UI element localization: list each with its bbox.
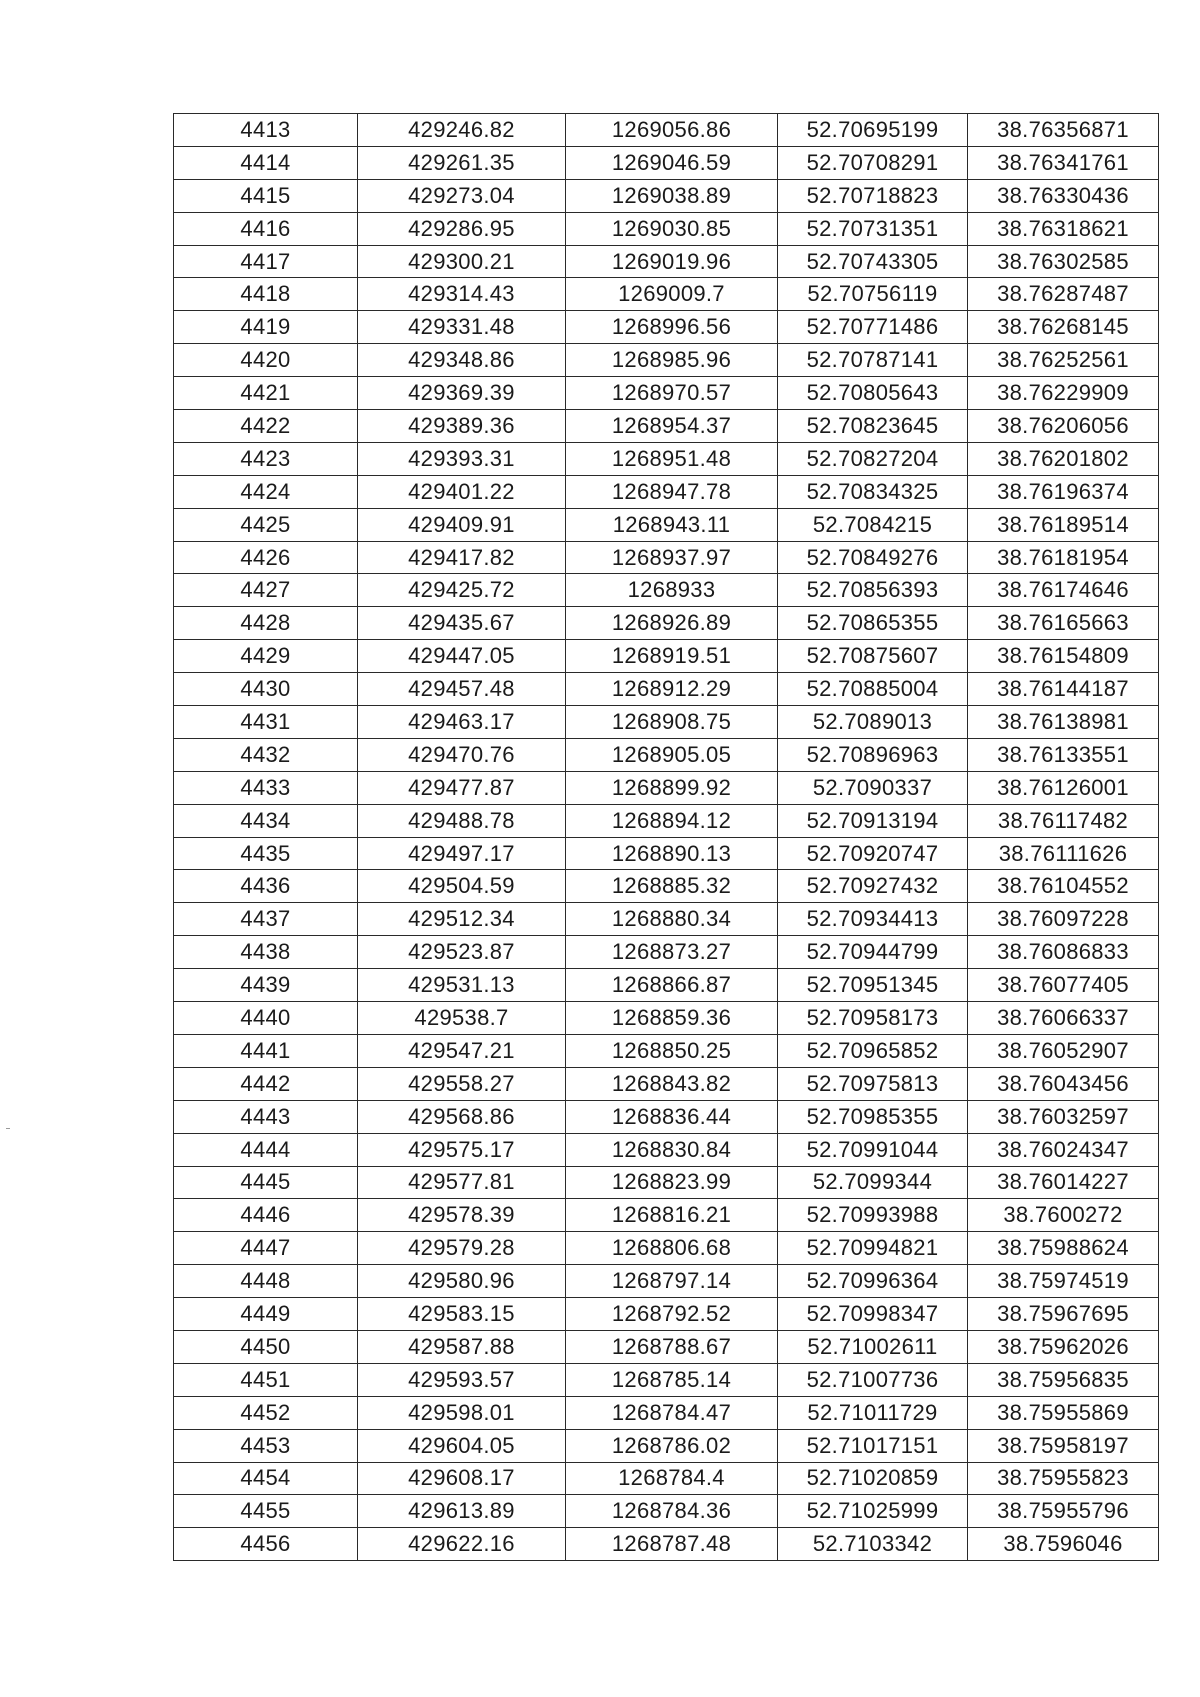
y-coordinate-cell: 1268873.27 bbox=[566, 936, 778, 969]
longitude-cell: 38.76165663 bbox=[968, 607, 1159, 640]
y-coordinate-cell: 1268885.32 bbox=[566, 870, 778, 903]
point-number-cell: 4424 bbox=[174, 475, 358, 508]
point-number-cell: 4455 bbox=[174, 1495, 358, 1528]
longitude-cell: 38.76181954 bbox=[968, 541, 1159, 574]
table-row bbox=[174, 837, 1159, 870]
longitude-cell: 38.76097228 bbox=[968, 903, 1159, 936]
y-coordinate-cell: 1268943.11 bbox=[566, 508, 778, 541]
longitude-cell: 38.75962026 bbox=[968, 1330, 1159, 1363]
y-coordinate-cell: 1268933 bbox=[566, 574, 778, 607]
point-number-cell: 4434 bbox=[174, 804, 358, 837]
x-coordinate-cell: 429613.89 bbox=[358, 1495, 566, 1528]
latitude-cell: 52.7103342 bbox=[778, 1528, 968, 1561]
table-row bbox=[174, 1199, 1159, 1232]
x-coordinate-cell: 429417.82 bbox=[358, 541, 566, 574]
x-coordinate-cell: 429523.87 bbox=[358, 936, 566, 969]
table-row bbox=[174, 1462, 1159, 1495]
longitude-cell: 38.76330436 bbox=[968, 179, 1159, 212]
latitude-cell: 52.70920747 bbox=[778, 837, 968, 870]
latitude-cell: 52.70695199 bbox=[778, 114, 968, 147]
x-coordinate-cell: 429575.17 bbox=[358, 1133, 566, 1166]
table-row bbox=[174, 1495, 1159, 1528]
latitude-cell: 52.70885004 bbox=[778, 673, 968, 706]
x-coordinate-cell: 429389.36 bbox=[358, 410, 566, 443]
longitude-cell: 38.76318621 bbox=[968, 212, 1159, 245]
longitude-cell: 38.75955823 bbox=[968, 1462, 1159, 1495]
longitude-cell: 38.76229909 bbox=[968, 377, 1159, 410]
latitude-cell: 52.70875607 bbox=[778, 640, 968, 673]
point-number-cell: 4448 bbox=[174, 1265, 358, 1298]
latitude-cell: 52.71025999 bbox=[778, 1495, 968, 1528]
table-row bbox=[174, 706, 1159, 739]
point-number-cell: 4432 bbox=[174, 738, 358, 771]
latitude-cell: 52.70998347 bbox=[778, 1298, 968, 1331]
latitude-cell: 52.71020859 bbox=[778, 1462, 968, 1495]
x-coordinate-cell: 429457.48 bbox=[358, 673, 566, 706]
latitude-cell: 52.7084215 bbox=[778, 508, 968, 541]
point-number-cell: 4452 bbox=[174, 1396, 358, 1429]
table-row bbox=[174, 1232, 1159, 1265]
latitude-cell: 52.70896963 bbox=[778, 738, 968, 771]
point-number-cell: 4421 bbox=[174, 377, 358, 410]
latitude-cell: 52.7090337 bbox=[778, 771, 968, 804]
x-coordinate-cell: 429604.05 bbox=[358, 1429, 566, 1462]
point-number-cell: 4435 bbox=[174, 837, 358, 870]
latitude-cell: 52.7099344 bbox=[778, 1166, 968, 1199]
x-coordinate-cell: 429598.01 bbox=[358, 1396, 566, 1429]
x-coordinate-cell: 429447.05 bbox=[358, 640, 566, 673]
longitude-cell: 38.76196374 bbox=[968, 475, 1159, 508]
longitude-cell: 38.75967695 bbox=[968, 1298, 1159, 1331]
x-coordinate-cell: 429435.67 bbox=[358, 607, 566, 640]
point-number-cell: 4451 bbox=[174, 1363, 358, 1396]
table-row bbox=[174, 508, 1159, 541]
y-coordinate-cell: 1269009.7 bbox=[566, 278, 778, 311]
x-coordinate-cell: 429547.21 bbox=[358, 1034, 566, 1067]
table-row bbox=[174, 607, 1159, 640]
y-coordinate-cell: 1269030.85 bbox=[566, 212, 778, 245]
point-number-cell: 4429 bbox=[174, 640, 358, 673]
longitude-cell: 38.76077405 bbox=[968, 969, 1159, 1002]
y-coordinate-cell: 1268785.14 bbox=[566, 1363, 778, 1396]
table-row bbox=[174, 903, 1159, 936]
table-row bbox=[174, 936, 1159, 969]
point-number-cell: 4442 bbox=[174, 1067, 358, 1100]
x-coordinate-cell: 429608.17 bbox=[358, 1462, 566, 1495]
coordinates-table-body bbox=[174, 114, 1159, 1561]
margin-mark bbox=[6, 1128, 10, 1129]
latitude-cell: 52.70787141 bbox=[778, 344, 968, 377]
latitude-cell: 52.71002611 bbox=[778, 1330, 968, 1363]
point-number-cell: 4414 bbox=[174, 146, 358, 179]
table-row bbox=[174, 1133, 1159, 1166]
y-coordinate-cell: 1268787.48 bbox=[566, 1528, 778, 1561]
latitude-cell: 52.70944799 bbox=[778, 936, 968, 969]
table-row bbox=[174, 344, 1159, 377]
latitude-cell: 52.70958173 bbox=[778, 1002, 968, 1035]
y-coordinate-cell: 1268985.96 bbox=[566, 344, 778, 377]
latitude-cell: 52.70965852 bbox=[778, 1034, 968, 1067]
coordinates-table bbox=[173, 113, 1159, 1561]
longitude-cell: 38.76154809 bbox=[968, 640, 1159, 673]
longitude-cell: 38.76268145 bbox=[968, 311, 1159, 344]
longitude-cell: 38.75958197 bbox=[968, 1429, 1159, 1462]
latitude-cell: 52.70994821 bbox=[778, 1232, 968, 1265]
latitude-cell: 52.7089013 bbox=[778, 706, 968, 739]
latitude-cell: 52.70985355 bbox=[778, 1100, 968, 1133]
y-coordinate-cell: 1268908.75 bbox=[566, 706, 778, 739]
point-number-cell: 4449 bbox=[174, 1298, 358, 1331]
latitude-cell: 52.70743305 bbox=[778, 245, 968, 278]
longitude-cell: 38.76201802 bbox=[968, 442, 1159, 475]
longitude-cell: 38.75956835 bbox=[968, 1363, 1159, 1396]
y-coordinate-cell: 1268926.89 bbox=[566, 607, 778, 640]
latitude-cell: 52.70827204 bbox=[778, 442, 968, 475]
point-number-cell: 4437 bbox=[174, 903, 358, 936]
longitude-cell: 38.75955869 bbox=[968, 1396, 1159, 1429]
longitude-cell: 38.76086833 bbox=[968, 936, 1159, 969]
x-coordinate-cell: 429538.7 bbox=[358, 1002, 566, 1035]
x-coordinate-cell: 429497.17 bbox=[358, 837, 566, 870]
table-row bbox=[174, 245, 1159, 278]
point-number-cell: 4418 bbox=[174, 278, 358, 311]
table-row bbox=[174, 574, 1159, 607]
point-number-cell: 4441 bbox=[174, 1034, 358, 1067]
y-coordinate-cell: 1268905.05 bbox=[566, 738, 778, 771]
y-coordinate-cell: 1268880.34 bbox=[566, 903, 778, 936]
point-number-cell: 4422 bbox=[174, 410, 358, 443]
x-coordinate-cell: 429579.28 bbox=[358, 1232, 566, 1265]
x-coordinate-cell: 429425.72 bbox=[358, 574, 566, 607]
latitude-cell: 52.70993988 bbox=[778, 1199, 968, 1232]
x-coordinate-cell: 429622.16 bbox=[358, 1528, 566, 1561]
table-row bbox=[174, 1330, 1159, 1363]
longitude-cell: 38.76024347 bbox=[968, 1133, 1159, 1166]
point-number-cell: 4419 bbox=[174, 311, 358, 344]
table-row bbox=[174, 410, 1159, 443]
x-coordinate-cell: 429348.86 bbox=[358, 344, 566, 377]
table-row bbox=[174, 1100, 1159, 1133]
x-coordinate-cell: 429512.34 bbox=[358, 903, 566, 936]
x-coordinate-cell: 429401.22 bbox=[358, 475, 566, 508]
table-row bbox=[174, 640, 1159, 673]
longitude-cell: 38.7600272 bbox=[968, 1199, 1159, 1232]
latitude-cell: 52.71007736 bbox=[778, 1363, 968, 1396]
latitude-cell: 52.70756119 bbox=[778, 278, 968, 311]
x-coordinate-cell: 429246.82 bbox=[358, 114, 566, 147]
y-coordinate-cell: 1268899.92 bbox=[566, 771, 778, 804]
y-coordinate-cell: 1269056.86 bbox=[566, 114, 778, 147]
longitude-cell: 38.76126001 bbox=[968, 771, 1159, 804]
point-number-cell: 4447 bbox=[174, 1232, 358, 1265]
point-number-cell: 4436 bbox=[174, 870, 358, 903]
latitude-cell: 52.71011729 bbox=[778, 1396, 968, 1429]
table-row bbox=[174, 1002, 1159, 1035]
point-number-cell: 4445 bbox=[174, 1166, 358, 1199]
y-coordinate-cell: 1268996.56 bbox=[566, 311, 778, 344]
latitude-cell: 52.71017151 bbox=[778, 1429, 968, 1462]
x-coordinate-cell: 429470.76 bbox=[358, 738, 566, 771]
y-coordinate-cell: 1268859.36 bbox=[566, 1002, 778, 1035]
y-coordinate-cell: 1268890.13 bbox=[566, 837, 778, 870]
longitude-cell: 38.76043456 bbox=[968, 1067, 1159, 1100]
point-number-cell: 4413 bbox=[174, 114, 358, 147]
point-number-cell: 4440 bbox=[174, 1002, 358, 1035]
latitude-cell: 52.70865355 bbox=[778, 607, 968, 640]
longitude-cell: 38.76104552 bbox=[968, 870, 1159, 903]
point-number-cell: 4415 bbox=[174, 179, 358, 212]
point-number-cell: 4417 bbox=[174, 245, 358, 278]
latitude-cell: 52.70975813 bbox=[778, 1067, 968, 1100]
y-coordinate-cell: 1269038.89 bbox=[566, 179, 778, 212]
longitude-cell: 38.76014227 bbox=[968, 1166, 1159, 1199]
point-number-cell: 4433 bbox=[174, 771, 358, 804]
longitude-cell: 38.76287487 bbox=[968, 278, 1159, 311]
y-coordinate-cell: 1268784.4 bbox=[566, 1462, 778, 1495]
longitude-cell: 38.76302585 bbox=[968, 245, 1159, 278]
y-coordinate-cell: 1268866.87 bbox=[566, 969, 778, 1002]
table-row bbox=[174, 146, 1159, 179]
x-coordinate-cell: 429531.13 bbox=[358, 969, 566, 1002]
latitude-cell: 52.70771486 bbox=[778, 311, 968, 344]
x-coordinate-cell: 429578.39 bbox=[358, 1199, 566, 1232]
y-coordinate-cell: 1268843.82 bbox=[566, 1067, 778, 1100]
x-coordinate-cell: 429583.15 bbox=[358, 1298, 566, 1331]
y-coordinate-cell: 1268836.44 bbox=[566, 1100, 778, 1133]
x-coordinate-cell: 429369.39 bbox=[358, 377, 566, 410]
point-number-cell: 4430 bbox=[174, 673, 358, 706]
x-coordinate-cell: 429593.57 bbox=[358, 1363, 566, 1396]
point-number-cell: 4450 bbox=[174, 1330, 358, 1363]
longitude-cell: 38.76189514 bbox=[968, 508, 1159, 541]
table-row bbox=[174, 673, 1159, 706]
latitude-cell: 52.70996364 bbox=[778, 1265, 968, 1298]
y-coordinate-cell: 1268786.02 bbox=[566, 1429, 778, 1462]
table-row bbox=[174, 278, 1159, 311]
y-coordinate-cell: 1268947.78 bbox=[566, 475, 778, 508]
latitude-cell: 52.70708291 bbox=[778, 146, 968, 179]
y-coordinate-cell: 1268894.12 bbox=[566, 804, 778, 837]
y-coordinate-cell: 1268806.68 bbox=[566, 1232, 778, 1265]
latitude-cell: 52.70834325 bbox=[778, 475, 968, 508]
x-coordinate-cell: 429300.21 bbox=[358, 245, 566, 278]
table-row bbox=[174, 738, 1159, 771]
x-coordinate-cell: 429273.04 bbox=[358, 179, 566, 212]
y-coordinate-cell: 1268784.36 bbox=[566, 1495, 778, 1528]
point-number-cell: 4427 bbox=[174, 574, 358, 607]
latitude-cell: 52.70951345 bbox=[778, 969, 968, 1002]
longitude-cell: 38.75988624 bbox=[968, 1232, 1159, 1265]
x-coordinate-cell: 429488.78 bbox=[358, 804, 566, 837]
table-row bbox=[174, 377, 1159, 410]
point-number-cell: 4443 bbox=[174, 1100, 358, 1133]
longitude-cell: 38.76111626 bbox=[968, 837, 1159, 870]
table-row bbox=[174, 541, 1159, 574]
x-coordinate-cell: 429568.86 bbox=[358, 1100, 566, 1133]
x-coordinate-cell: 429409.91 bbox=[358, 508, 566, 541]
x-coordinate-cell: 429286.95 bbox=[358, 212, 566, 245]
y-coordinate-cell: 1268951.48 bbox=[566, 442, 778, 475]
y-coordinate-cell: 1269046.59 bbox=[566, 146, 778, 179]
longitude-cell: 38.76052907 bbox=[968, 1034, 1159, 1067]
longitude-cell: 38.76032597 bbox=[968, 1100, 1159, 1133]
y-coordinate-cell: 1268919.51 bbox=[566, 640, 778, 673]
point-number-cell: 4423 bbox=[174, 442, 358, 475]
point-number-cell: 4425 bbox=[174, 508, 358, 541]
longitude-cell: 38.76206056 bbox=[968, 410, 1159, 443]
point-number-cell: 4438 bbox=[174, 936, 358, 969]
point-number-cell: 4428 bbox=[174, 607, 358, 640]
latitude-cell: 52.70927432 bbox=[778, 870, 968, 903]
table-row bbox=[174, 969, 1159, 1002]
y-coordinate-cell: 1268792.52 bbox=[566, 1298, 778, 1331]
x-coordinate-cell: 429504.59 bbox=[358, 870, 566, 903]
table-row bbox=[174, 1396, 1159, 1429]
latitude-cell: 52.70805643 bbox=[778, 377, 968, 410]
point-number-cell: 4456 bbox=[174, 1528, 358, 1561]
table-row bbox=[174, 804, 1159, 837]
y-coordinate-cell: 1268816.21 bbox=[566, 1199, 778, 1232]
point-number-cell: 4446 bbox=[174, 1199, 358, 1232]
point-number-cell: 4420 bbox=[174, 344, 358, 377]
table-row bbox=[174, 1166, 1159, 1199]
latitude-cell: 52.70823645 bbox=[778, 410, 968, 443]
y-coordinate-cell: 1268954.37 bbox=[566, 410, 778, 443]
longitude-cell: 38.76144187 bbox=[968, 673, 1159, 706]
table-row bbox=[174, 771, 1159, 804]
x-coordinate-cell: 429477.87 bbox=[358, 771, 566, 804]
y-coordinate-cell: 1268970.57 bbox=[566, 377, 778, 410]
table-row bbox=[174, 1265, 1159, 1298]
y-coordinate-cell: 1268784.47 bbox=[566, 1396, 778, 1429]
table-row bbox=[174, 1067, 1159, 1100]
longitude-cell: 38.75974519 bbox=[968, 1265, 1159, 1298]
y-coordinate-cell: 1268830.84 bbox=[566, 1133, 778, 1166]
table-row bbox=[174, 475, 1159, 508]
y-coordinate-cell: 1268912.29 bbox=[566, 673, 778, 706]
table-row bbox=[174, 1298, 1159, 1331]
point-number-cell: 4439 bbox=[174, 969, 358, 1002]
y-coordinate-cell: 1268850.25 bbox=[566, 1034, 778, 1067]
x-coordinate-cell: 429463.17 bbox=[358, 706, 566, 739]
x-coordinate-cell: 429587.88 bbox=[358, 1330, 566, 1363]
latitude-cell: 52.70913194 bbox=[778, 804, 968, 837]
latitude-cell: 52.70718823 bbox=[778, 179, 968, 212]
point-number-cell: 4426 bbox=[174, 541, 358, 574]
longitude-cell: 38.76252561 bbox=[968, 344, 1159, 377]
table-row bbox=[174, 114, 1159, 147]
longitude-cell: 38.75955796 bbox=[968, 1495, 1159, 1528]
table-row bbox=[174, 442, 1159, 475]
x-coordinate-cell: 429331.48 bbox=[358, 311, 566, 344]
point-number-cell: 4444 bbox=[174, 1133, 358, 1166]
x-coordinate-cell: 429393.31 bbox=[358, 442, 566, 475]
longitude-cell: 38.76356871 bbox=[968, 114, 1159, 147]
x-coordinate-cell: 429314.43 bbox=[358, 278, 566, 311]
y-coordinate-cell: 1268823.99 bbox=[566, 1166, 778, 1199]
longitude-cell: 38.76138981 bbox=[968, 706, 1159, 739]
table-row bbox=[174, 1363, 1159, 1396]
y-coordinate-cell: 1268937.97 bbox=[566, 541, 778, 574]
y-coordinate-cell: 1268797.14 bbox=[566, 1265, 778, 1298]
longitude-cell: 38.76174646 bbox=[968, 574, 1159, 607]
table-row bbox=[174, 1034, 1159, 1067]
x-coordinate-cell: 429577.81 bbox=[358, 1166, 566, 1199]
y-coordinate-cell: 1269019.96 bbox=[566, 245, 778, 278]
latitude-cell: 52.70849276 bbox=[778, 541, 968, 574]
y-coordinate-cell: 1268788.67 bbox=[566, 1330, 778, 1363]
x-coordinate-cell: 429580.96 bbox=[358, 1265, 566, 1298]
longitude-cell: 38.76117482 bbox=[968, 804, 1159, 837]
latitude-cell: 52.70856393 bbox=[778, 574, 968, 607]
latitude-cell: 52.70991044 bbox=[778, 1133, 968, 1166]
x-coordinate-cell: 429558.27 bbox=[358, 1067, 566, 1100]
table-row bbox=[174, 1528, 1159, 1561]
table-row bbox=[174, 870, 1159, 903]
point-number-cell: 4454 bbox=[174, 1462, 358, 1495]
table-row bbox=[174, 311, 1159, 344]
latitude-cell: 52.70731351 bbox=[778, 212, 968, 245]
longitude-cell: 38.76066337 bbox=[968, 1002, 1159, 1035]
longitude-cell: 38.7596046 bbox=[968, 1528, 1159, 1561]
table-row bbox=[174, 179, 1159, 212]
table-row bbox=[174, 212, 1159, 245]
point-number-cell: 4453 bbox=[174, 1429, 358, 1462]
longitude-cell: 38.76133551 bbox=[968, 738, 1159, 771]
point-number-cell: 4416 bbox=[174, 212, 358, 245]
x-coordinate-cell: 429261.35 bbox=[358, 146, 566, 179]
longitude-cell: 38.76341761 bbox=[968, 146, 1159, 179]
latitude-cell: 52.70934413 bbox=[778, 903, 968, 936]
point-number-cell: 4431 bbox=[174, 706, 358, 739]
table-row bbox=[174, 1429, 1159, 1462]
